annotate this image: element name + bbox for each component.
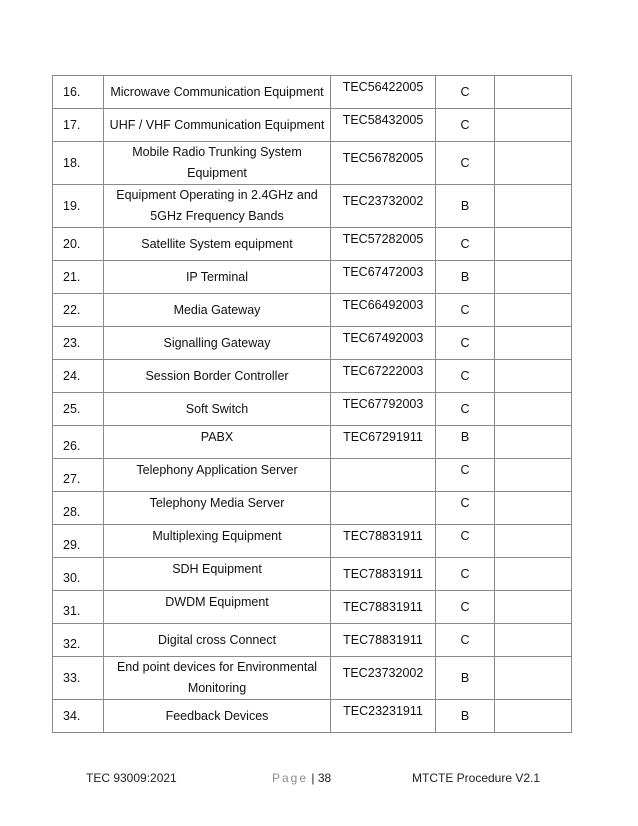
category: C bbox=[436, 327, 495, 360]
table-row bbox=[53, 393, 572, 426]
empty-cell bbox=[495, 185, 572, 228]
tec-number bbox=[331, 294, 436, 327]
category: C bbox=[436, 393, 495, 426]
equipment-name: Digital cross Connect bbox=[104, 624, 331, 657]
equipment-name bbox=[104, 492, 331, 525]
row-number: 23. bbox=[53, 327, 104, 360]
row-number-text: 32. bbox=[63, 637, 81, 651]
table-row bbox=[53, 228, 572, 261]
footer-doc-number: TEC 93009:2021 bbox=[86, 771, 177, 785]
category bbox=[436, 525, 495, 558]
tec-number-text: TEC67492003 bbox=[342, 331, 424, 345]
empty-cell bbox=[495, 657, 572, 700]
equipment-name: Media Gateway bbox=[104, 294, 331, 327]
equipment-name-text: SDH Equipment bbox=[172, 561, 262, 576]
row-number: 33. bbox=[53, 657, 104, 700]
footer-doc-title: MTCTE Procedure V2.1 bbox=[412, 771, 541, 785]
tec-number-text: TEC67222003 bbox=[342, 364, 424, 378]
tec-number: TEC78831911 bbox=[331, 591, 436, 624]
empty-cell bbox=[495, 624, 572, 657]
tec-number-text: TEC67472003 bbox=[342, 265, 424, 279]
equipment-name bbox=[104, 459, 331, 492]
tec-number bbox=[331, 492, 436, 525]
equipment-name-text: Telephony Media Server bbox=[149, 495, 285, 510]
equipment-name bbox=[104, 591, 331, 624]
empty-cell bbox=[495, 459, 572, 492]
row-number bbox=[53, 459, 104, 492]
empty-cell bbox=[495, 360, 572, 393]
tec-number: TEC78831911 bbox=[331, 624, 436, 657]
empty-cell bbox=[495, 327, 572, 360]
equipment-name: Soft Switch bbox=[104, 393, 331, 426]
tec-number bbox=[331, 393, 436, 426]
tec-number bbox=[331, 700, 436, 733]
table-row bbox=[53, 185, 572, 228]
tec-number bbox=[331, 525, 436, 558]
table-row bbox=[53, 591, 572, 624]
table-row bbox=[53, 700, 572, 733]
category-text: B bbox=[460, 430, 470, 444]
category-text: C bbox=[460, 529, 470, 543]
empty-cell bbox=[495, 142, 572, 185]
equipment-table-body bbox=[53, 76, 572, 733]
tec-number bbox=[331, 360, 436, 393]
tec-number bbox=[331, 228, 436, 261]
equipment-name: IP Terminal bbox=[104, 261, 331, 294]
tec-number-text: TEC23732002 bbox=[342, 666, 424, 680]
equipment-name: Mobile Radio Trunking System Equipment bbox=[104, 142, 331, 185]
row-number bbox=[53, 624, 104, 657]
equipment-name: Feedback Devices bbox=[104, 700, 331, 733]
table-row bbox=[53, 360, 572, 393]
tec-number-text: TEC57282005 bbox=[342, 232, 424, 246]
equipment-name-text: DWDM Equipment bbox=[165, 594, 269, 609]
tec-number bbox=[331, 185, 436, 228]
row-number: 19. bbox=[53, 185, 104, 228]
tec-number-text: TEC56422005 bbox=[342, 80, 424, 94]
equipment-name: Signalling Gateway bbox=[104, 327, 331, 360]
tec-number bbox=[331, 459, 436, 492]
category: C bbox=[436, 228, 495, 261]
empty-cell bbox=[495, 76, 572, 109]
row-number bbox=[53, 558, 104, 591]
row-number-text: 27. bbox=[63, 472, 81, 486]
table-row bbox=[53, 459, 572, 492]
equipment-name-text: Telephony Application Server bbox=[136, 462, 298, 477]
table-row bbox=[53, 426, 572, 459]
row-number: 20. bbox=[53, 228, 104, 261]
tec-number bbox=[331, 426, 436, 459]
row-number-text: 26. bbox=[63, 439, 81, 453]
category: C bbox=[436, 624, 495, 657]
category-text: C bbox=[460, 496, 470, 510]
row-number bbox=[53, 426, 104, 459]
table-row bbox=[53, 142, 572, 185]
row-number: 18. bbox=[53, 142, 104, 185]
table-row bbox=[53, 294, 572, 327]
table-row bbox=[53, 558, 572, 591]
equipment-table bbox=[52, 75, 572, 733]
table-row bbox=[53, 525, 572, 558]
table-row bbox=[53, 76, 572, 109]
row-number: 17. bbox=[53, 109, 104, 142]
category: C bbox=[436, 558, 495, 591]
tec-number bbox=[331, 142, 436, 185]
category bbox=[436, 426, 495, 459]
tec-number bbox=[331, 327, 436, 360]
page-footer bbox=[0, 771, 638, 789]
equipment-name-text: Multiplexing Equipment bbox=[152, 528, 282, 543]
category: C bbox=[436, 109, 495, 142]
empty-cell bbox=[495, 558, 572, 591]
tec-number bbox=[331, 109, 436, 142]
empty-cell bbox=[495, 700, 572, 733]
category: C bbox=[436, 76, 495, 109]
table-row bbox=[53, 492, 572, 525]
equipment-name: Equipment Operating in 2.4GHz and 5GHz Frequency Bands bbox=[104, 185, 331, 228]
tec-number-text: TEC58432005 bbox=[342, 113, 424, 127]
category: C bbox=[436, 142, 495, 185]
footer-page-word: Page bbox=[272, 771, 309, 785]
row-number-text: 30. bbox=[63, 571, 81, 585]
empty-cell bbox=[495, 109, 572, 142]
equipment-name: UHF / VHF Communication Equipment bbox=[104, 109, 331, 142]
empty-cell bbox=[495, 261, 572, 294]
empty-cell bbox=[495, 591, 572, 624]
equipment-name: End point devices for Environmental Monitoring bbox=[104, 657, 331, 700]
equipment-name bbox=[104, 558, 331, 591]
row-number: 22. bbox=[53, 294, 104, 327]
category bbox=[436, 492, 495, 525]
tec-number bbox=[331, 261, 436, 294]
table-row bbox=[53, 624, 572, 657]
empty-cell bbox=[495, 228, 572, 261]
row-number: 34. bbox=[53, 700, 104, 733]
tec-number-text: TEC78831911 bbox=[343, 529, 423, 543]
empty-cell bbox=[495, 525, 572, 558]
row-number bbox=[53, 492, 104, 525]
table-row bbox=[53, 657, 572, 700]
tec-number-text: TEC23231911 bbox=[343, 704, 423, 718]
row-number: 24. bbox=[53, 360, 104, 393]
footer-page-number: | 38 bbox=[311, 771, 332, 785]
tec-number bbox=[331, 657, 436, 700]
row-number: 16. bbox=[53, 76, 104, 109]
equipment-name bbox=[104, 525, 331, 558]
category-text: C bbox=[460, 463, 470, 477]
equipment-name: Session Border Controller bbox=[104, 360, 331, 393]
empty-cell bbox=[495, 393, 572, 426]
tec-number-text: TEC56782005 bbox=[342, 151, 424, 165]
empty-cell bbox=[495, 492, 572, 525]
category: C bbox=[436, 360, 495, 393]
table-row bbox=[53, 261, 572, 294]
category bbox=[436, 459, 495, 492]
tec-number-text: TEC23732002 bbox=[342, 194, 424, 208]
category: C bbox=[436, 294, 495, 327]
table-row bbox=[53, 327, 572, 360]
tec-number-text: TEC67291911 bbox=[343, 430, 423, 444]
empty-cell bbox=[495, 426, 572, 459]
tec-number-text: TEC67792003 bbox=[342, 397, 424, 411]
row-number-text: 28. bbox=[63, 505, 81, 519]
tec-number bbox=[331, 76, 436, 109]
equipment-name bbox=[104, 426, 331, 459]
category: B bbox=[436, 700, 495, 733]
row-number bbox=[53, 525, 104, 558]
category: C bbox=[436, 591, 495, 624]
row-number-text: 31. bbox=[63, 604, 81, 618]
category: B bbox=[436, 185, 495, 228]
footer-page-info bbox=[272, 771, 331, 785]
row-number-text: 29. bbox=[63, 538, 81, 552]
table-row bbox=[53, 109, 572, 142]
tec-number-text: TEC66492003 bbox=[342, 298, 424, 312]
tec-number: TEC78831911 bbox=[331, 558, 436, 591]
row-number: 21. bbox=[53, 261, 104, 294]
row-number bbox=[53, 591, 104, 624]
equipment-name-text: PABX bbox=[200, 429, 234, 444]
equipment-name: Satellite System equipment bbox=[104, 228, 331, 261]
row-number: 25. bbox=[53, 393, 104, 426]
empty-cell bbox=[495, 294, 572, 327]
equipment-name: Microwave Communication Equipment bbox=[104, 76, 331, 109]
category: B bbox=[436, 657, 495, 700]
category: B bbox=[436, 261, 495, 294]
